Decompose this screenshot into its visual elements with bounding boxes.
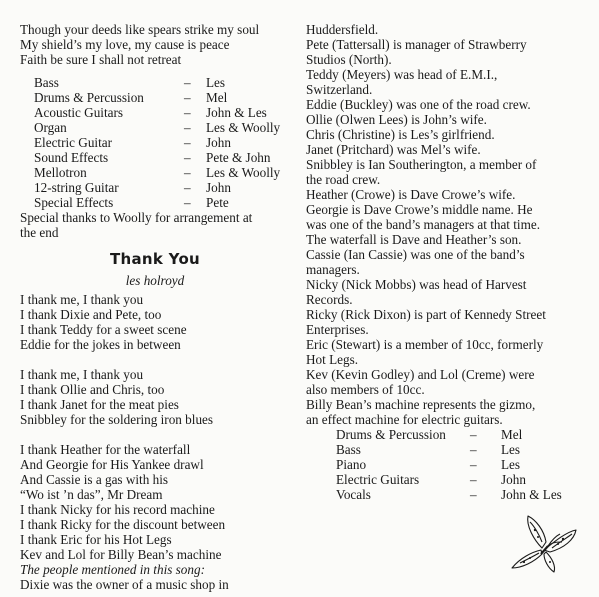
people-note: Ollie (Olwen Lees) is John’s wife. xyxy=(306,112,487,127)
people-note: Teddy (Meyers) was head of E.M.I., xyxy=(306,67,498,82)
thanks-note: Special thanks to Woolly for arrangement at the end xyxy=(20,210,253,240)
credit-row: Electric Guitar – John xyxy=(34,135,231,150)
credit-row: Drums & Percussion – Mel xyxy=(336,427,523,442)
intro-lines xyxy=(20,22,290,67)
people-note: Enterprises. xyxy=(306,322,369,337)
people-note: managers. xyxy=(306,262,360,277)
lyric-line: I thank Eric for his Hot Legs xyxy=(20,532,172,547)
credit-row: Drums & Percussion – Mel xyxy=(34,90,228,105)
credits-list xyxy=(34,75,290,210)
right-column xyxy=(306,22,591,502)
people-note: The waterfall is Dave and Heather’s son. xyxy=(306,232,522,247)
credit-row: Electric Guitars – John xyxy=(336,472,526,487)
people-note: was one of the band’s managers at that time. xyxy=(306,217,541,232)
credit-row: Piano – Les xyxy=(336,457,521,472)
people-note: Records. xyxy=(306,292,353,307)
lyric-line: Though your deeds like spears strike my soul xyxy=(20,22,260,37)
song-title: Thank You xyxy=(109,250,201,268)
lyric-line: I thank Heather for the waterfall xyxy=(20,442,191,457)
verse-2 xyxy=(20,367,290,427)
people-note: Nicky (Nick Mobbs) was head of Harvest xyxy=(306,277,527,292)
people-note: Dixie was the owner of a music shop in xyxy=(20,577,229,592)
people-note: Huddersfield. xyxy=(306,22,379,37)
credit-row: Mellotron – Les & Woolly xyxy=(34,165,281,180)
people-note: Georgie is Dave Crowe’s middle name. He xyxy=(306,202,533,217)
lyric-line: “Wo ist ’n das”, Mr Dream xyxy=(20,487,163,502)
lyric-line: I thank me, I thank you xyxy=(20,292,144,307)
people-note: Eric (Stewart) is a member of 10cc, formerly xyxy=(306,337,544,352)
credit-row: Sound Effects – Pete & John xyxy=(34,150,271,165)
lyric-line: I thank Ollie and Chris, too xyxy=(20,382,165,397)
lyric-line: I thank Nicky for his record machine xyxy=(20,502,215,517)
people-note: Janet (Pritchard) was Mel’s wife. xyxy=(306,142,481,157)
lyric-line: I thank Ricky for the discount between xyxy=(20,517,226,532)
people-note: Snibbley is Ian Southerington, a member of xyxy=(306,157,537,172)
lyric-line: And Cassie is a gas with his xyxy=(20,472,168,487)
lyric-line: I thank Teddy for a sweet scene xyxy=(20,322,187,337)
credit-row: Special Effects – Pete xyxy=(34,195,229,210)
people-note: an effect machine for electric guitars. xyxy=(306,412,503,427)
lyric-line: Snibbley for the soldering iron blues xyxy=(20,412,214,427)
people-note: Eddie (Buckley) was one of the road crew. xyxy=(306,97,531,112)
credit-row: Vocals – John & Les xyxy=(336,487,562,502)
lyric-line: My shield’s my love, my cause is peace xyxy=(20,37,230,52)
people-note: also members of 10cc. xyxy=(306,382,425,397)
lyric-line: And Georgie for His Yankee drawl xyxy=(20,457,204,472)
people-note: Pete (Tattersall) is manager of Strawberry xyxy=(306,37,527,52)
song-author: les holroyd xyxy=(125,273,185,288)
moth-icon xyxy=(508,512,580,574)
credit-row: Acoustic Guitars – John & Les xyxy=(34,105,267,120)
people-note: Switzerland. xyxy=(306,82,373,97)
credit-row: Bass – Les xyxy=(34,75,226,90)
people-note: Ricky (Rick Dixon) is part of Kennedy Street xyxy=(306,307,546,322)
people-note: the road crew. xyxy=(306,172,381,187)
credit-row: Organ – Les & Woolly xyxy=(34,120,281,135)
credits-list-2 xyxy=(336,427,591,502)
credit-row: Bass – Les xyxy=(336,442,521,457)
people-note: Chris (Christine) is Les’s girlfriend. xyxy=(306,127,495,142)
lyric-line: I thank me, I thank you xyxy=(20,367,144,382)
lyric-line: Kev and Lol for Billy Bean’s machine xyxy=(20,547,222,562)
lyric-line: Eddie for the jokes in between xyxy=(20,337,181,352)
people-heading: The people mentioned in this song: xyxy=(20,562,205,577)
people-note: Billy Bean’s machine represents the gizmo, xyxy=(306,397,536,412)
verse-3 xyxy=(20,442,290,562)
people-note: Kev (Kevin Godley) and Lol (Creme) were xyxy=(306,367,535,382)
verse-1 xyxy=(20,292,290,352)
lyric-line: Faith be sure I shall not retreat xyxy=(20,52,182,67)
lyric-line: I thank Janet for the meat pies xyxy=(20,397,179,412)
people-note: Heather (Crowe) is Dave Crowe’s wife. xyxy=(306,187,516,202)
people-note: Hot Legs. xyxy=(306,352,359,367)
lyric-line: I thank Dixie and Pete, too xyxy=(20,307,162,322)
people-note: Cassie (Ian Cassie) was one of the band’s xyxy=(306,247,525,262)
credit-row: 12-string Guitar – John xyxy=(34,180,231,195)
left-column xyxy=(20,22,290,592)
people-note: Studios (North). xyxy=(306,52,392,67)
